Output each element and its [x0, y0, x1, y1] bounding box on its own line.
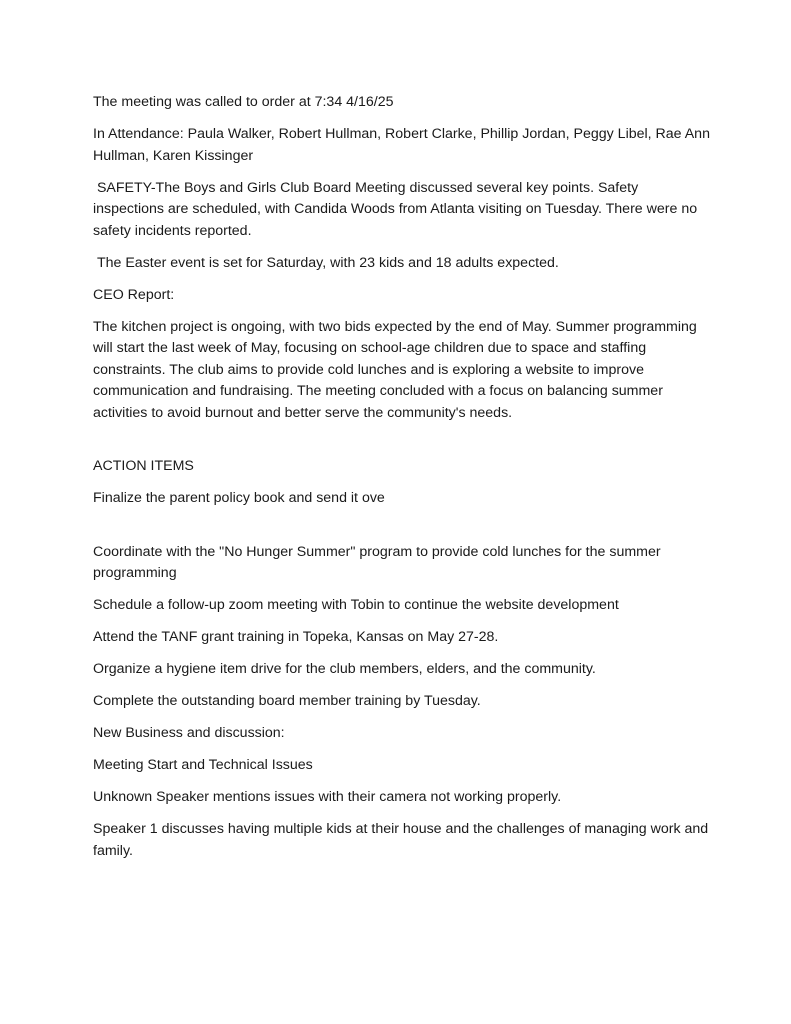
ceo-report-body: The kitchen project is ongoing, with two bids expected by the end of May. Summer programming will start the last week of May, focusing on school-age children due to space and staffing constraints. The club aims to provide cold lunches and is exploring a website to improve communication and fundraising. The meeting concluded with a focus on balancing summer activities to avoid burnout and better serve the community's needs. — [93, 318, 701, 421]
safety-section: SAFETY-The Boys and Girls Club Board Meeting discussed several key points. Safety inspections are scheduled, with Candida Woods from Atlanta visiting on Tuesday. There were no safety incidents reported. — [93, 179, 702, 239]
action-item: Schedule a follow-up zoom meeting with Tobin to continue the website development — [93, 597, 619, 613]
discussion-note: Unknown Speaker mentions issues with their camera not working properly. — [93, 789, 562, 805]
action-item: Finalize the parent policy book and send it ove — [93, 490, 385, 506]
discussion-topic: Meeting Start and Technical Issues — [93, 757, 313, 773]
ceo-report-heading: CEO Report: — [93, 286, 175, 303]
action-item: Organize a hygiene item drive for the club members, elders, and the community. — [93, 661, 596, 677]
action-item: Complete the outstanding board member training by Tuesday. — [93, 693, 481, 709]
new-business-heading: New Business and discussion: — [93, 725, 285, 741]
action-item: Coordinate with the "No Hunger Summer" program to provide cold lunches for the summer programming — [93, 543, 665, 581]
easter-event-note: The Easter event is set for Saturday, with 23 kids and 18 adults expected. — [93, 254, 559, 271]
action-items-heading: ACTION ITEMS — [93, 458, 194, 474]
document-body — [93, 92, 713, 873]
discussion-note: Speaker 1 discusses having multiple kids at their house and the challenges of managing work and family. — [93, 821, 713, 859]
action-item: Attend the TANF grant training in Topeka, Kansas on May 27-28. — [93, 629, 499, 645]
meeting-call-to-order: The meeting was called to order at 7:34 4/16/25 — [93, 94, 394, 110]
attendance-list: In Attendance: Paula Walker, Robert Hullman, Robert Clarke, Phillip Jordan, Peggy Libel, Rae Ann Hullman, Karen Kissinger — [93, 126, 714, 164]
